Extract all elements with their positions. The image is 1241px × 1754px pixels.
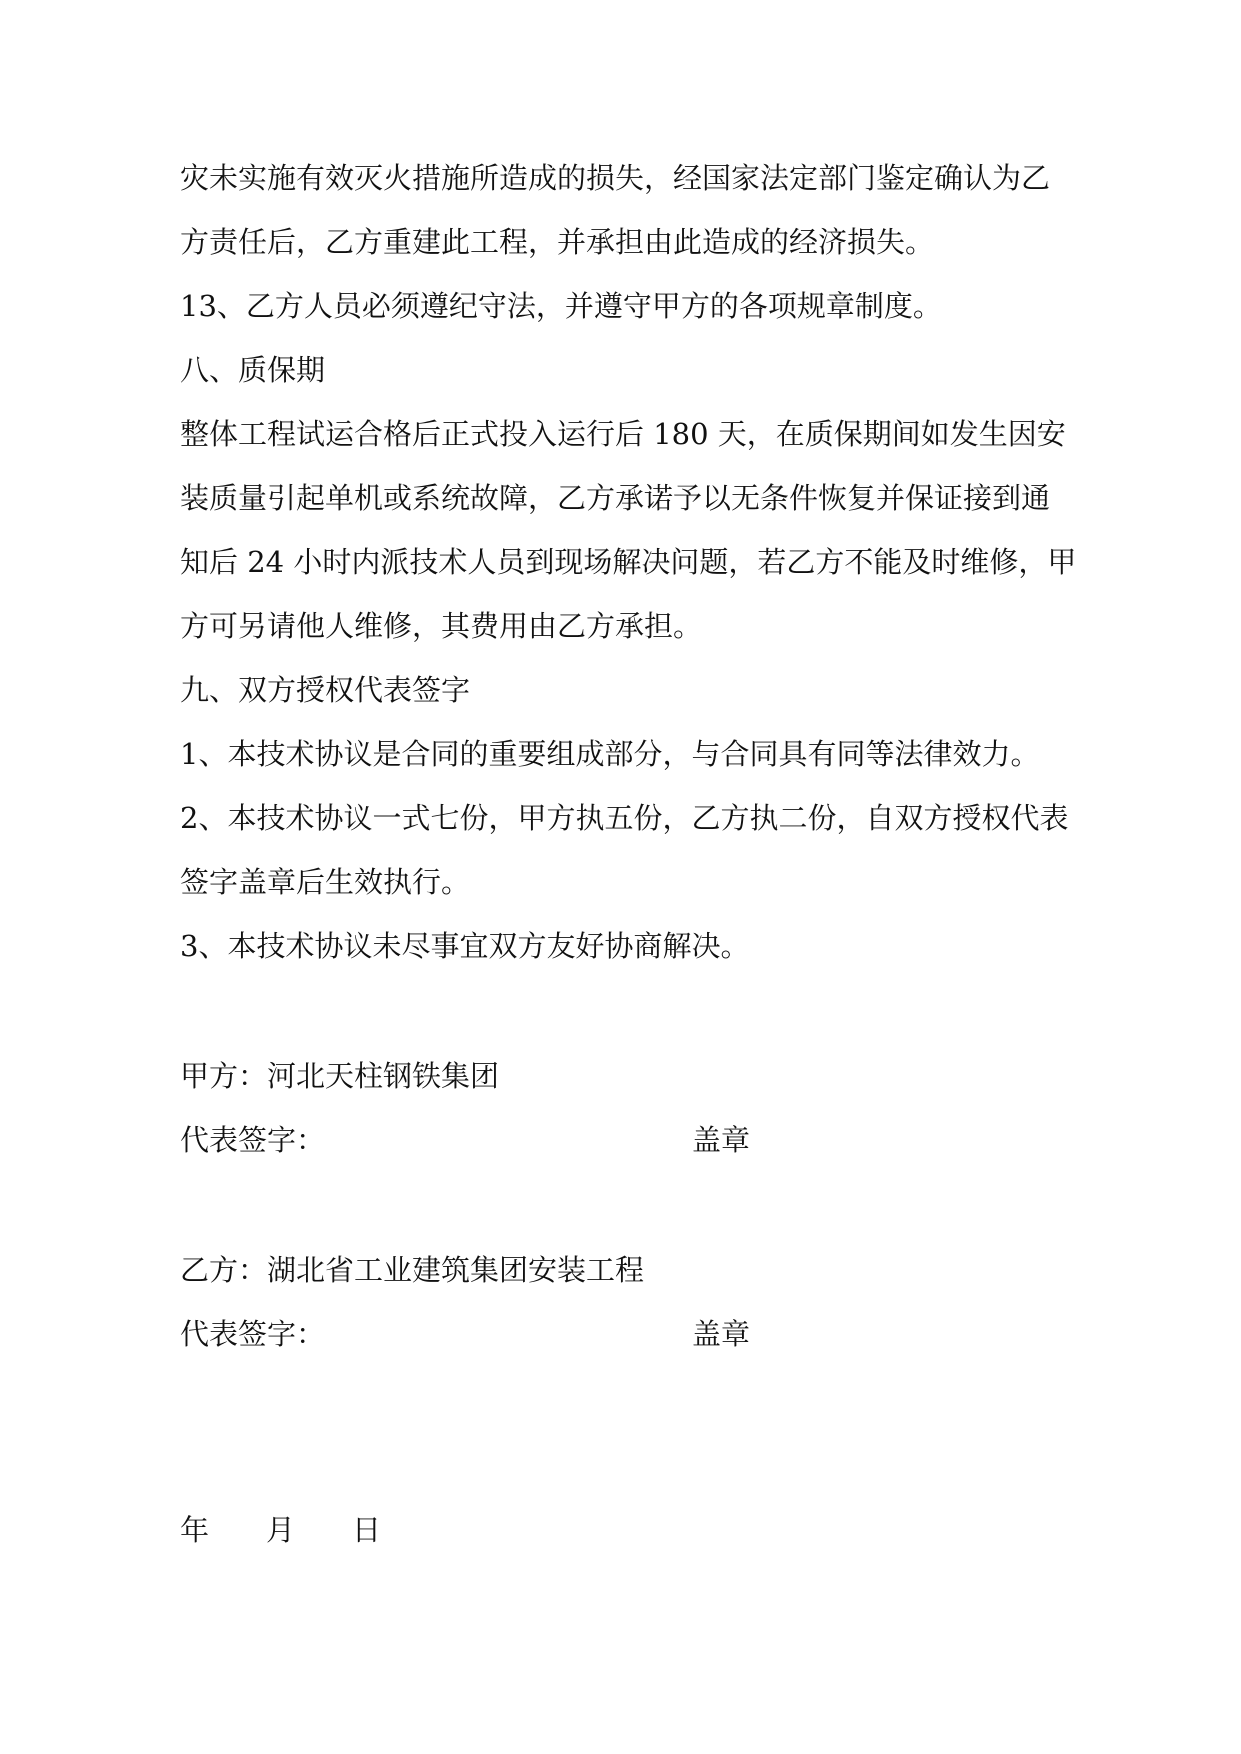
body-line: 整体工程试运合格后正式投入运行后 180 天，在质保期间如发生因安 — [180, 417, 1066, 451]
party-a-seal-label: 盖章 — [692, 1123, 751, 1157]
clause-13: 13、乙方人员必须遵纪守法，并遵守甲方的各项规章制度。 — [180, 289, 942, 323]
body-line: 签字盖章后生效执行。 — [180, 865, 471, 899]
clause-2: 2、本技术协议一式七份，甲方执五份，乙方执二份，自双方授权代表 — [180, 801, 1069, 835]
body-line: 方责任后，乙方重建此工程，并承担由此造成的经济损失。 — [180, 225, 935, 259]
body-line: 方可另请他人维修，其费用由乙方承担。 — [180, 609, 703, 643]
clause-1: 1、本技术协议是合同的重要组成部分，与合同具有同等法律效力。 — [180, 737, 1040, 771]
date-day: 日 — [352, 1513, 382, 1547]
party-b-name: 乙方：湖北省工业建筑集团安装工程 — [180, 1253, 645, 1287]
section-heading-signatures: 九、双方授权代表签字 — [180, 673, 471, 707]
party-b-seal-label: 盖章 — [692, 1317, 751, 1351]
clause-3: 3、本技术协议未尽事宜双方友好协商解决。 — [180, 929, 750, 963]
party-a-signature-label: 代表签字： — [180, 1123, 326, 1157]
date-month: 月 — [266, 1513, 296, 1547]
body-line: 灾未实施有效灭火措施所造成的损失，经国家法定部门鉴定确认为乙 — [180, 161, 1051, 195]
party-a-name: 甲方：河北天柱钢铁集团 — [180, 1059, 500, 1093]
date-year: 年 — [180, 1513, 210, 1547]
party-b-signature-label: 代表签字： — [180, 1317, 326, 1351]
body-line: 装质量引起单机或系统故障，乙方承诺予以无条件恢复并保证接到通 — [180, 481, 1051, 515]
section-heading-warranty: 八、质保期 — [180, 353, 326, 387]
body-line: 知后 24 小时内派技术人员到现场解决问题，若乙方不能及时维修，甲 — [180, 545, 1077, 579]
